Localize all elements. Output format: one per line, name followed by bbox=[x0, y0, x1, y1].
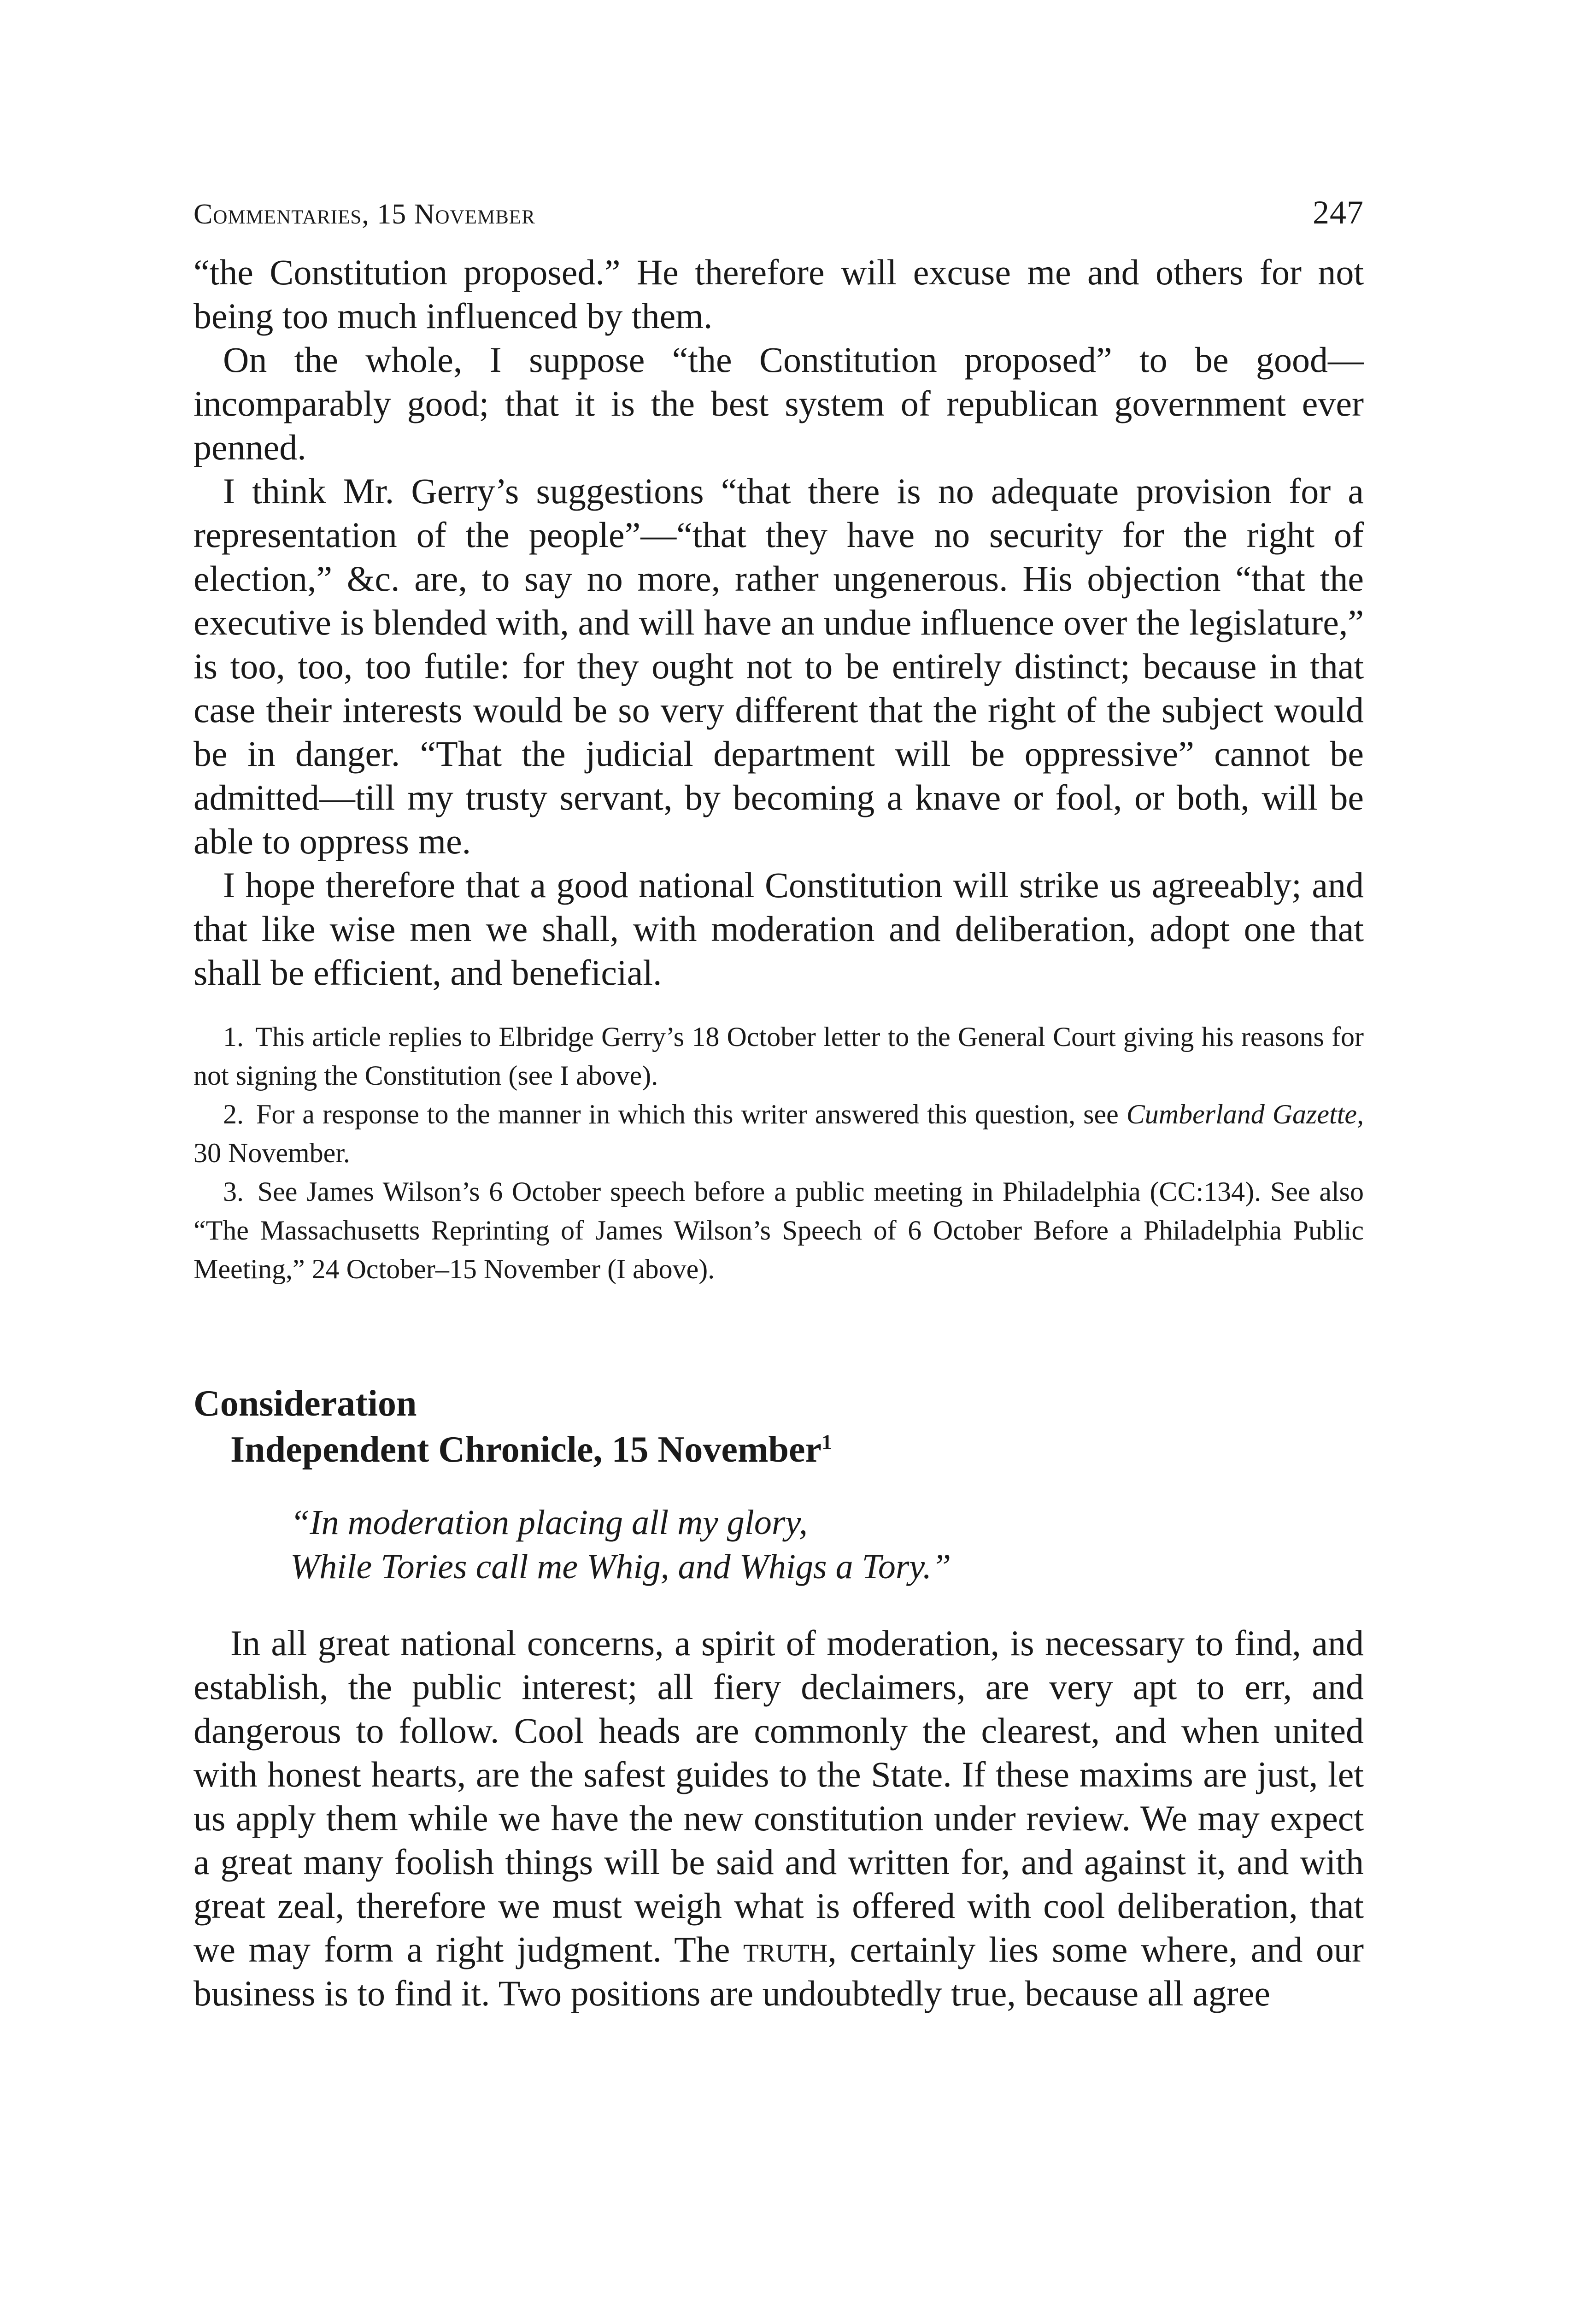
paragraph-1: “the Constitution proposed.” He therefore will excuse me and others for not being too much influenced by them. bbox=[194, 252, 1364, 336]
footnote-2-number: 2. bbox=[223, 1099, 244, 1129]
section-subtitle bbox=[194, 1427, 1364, 1473]
running-head bbox=[194, 194, 1364, 232]
paragraph-4: I hope therefore that a good national Constitution will strike us agreeably; and that like wise men we shall, with moderation and deliberation, adopt one that shall be efficient, and beneficial. bbox=[194, 865, 1364, 993]
page-number: 247 bbox=[1313, 194, 1364, 231]
section-title: Consideration bbox=[194, 1383, 417, 1424]
footnote-3-text: See James Wilson’s 6 October speech before a public meeting in Philadelphia (CC:134). See also “The Massachusetts Reprinting of James Wilson’s Speech of 6 October Before a Philadelphia Public Meeting,” 24 October–15 November (I above). bbox=[194, 1176, 1364, 1284]
epigraph-line-1: “In moderation placing all my glory, bbox=[290, 1503, 808, 1542]
article-paragraph bbox=[194, 1621, 1364, 2015]
footnote-2-text: For a response to the manner in which this writer answered this question, see bbox=[256, 1099, 1119, 1129]
footnote-1 bbox=[194, 1017, 1364, 1095]
epigraph-line-2: While Tories call me Whig, and Whigs a Tory.” bbox=[290, 1547, 951, 1586]
running-head-title: Commentaries, 15 November bbox=[194, 199, 535, 230]
section-subtitle-text: Independent Chronicle, 15 November bbox=[230, 1429, 821, 1470]
footnote-3 bbox=[194, 1172, 1364, 1288]
section-subtitle-note: 1 bbox=[821, 1430, 832, 1454]
page bbox=[194, 194, 1364, 2015]
footnotes bbox=[194, 1017, 1364, 1288]
footnote-2-publication: Cumberland Gazette, bbox=[1126, 1099, 1364, 1129]
footnote-1-number: 1. bbox=[223, 1022, 244, 1052]
article-small-caps: truth, bbox=[743, 1929, 837, 1969]
epigraph bbox=[194, 1500, 1364, 1589]
footnote-2-date: 30 November. bbox=[194, 1138, 350, 1168]
footnote-3-number: 3. bbox=[223, 1176, 244, 1207]
footnote-2 bbox=[194, 1095, 1364, 1172]
article-text-before: In all great national concerns, a spirit of moderation, is necessary to find, and establish, the public interest; all fiery declaimers, are very apt to err, and dangerous to follow. Cool heads are commonly the clearest, and when united with honest hearts, are the safest guides to the State. If these maxims are just, let us apply them while we have the new constitution under review. We may expect a great many foolish things will be said and written for, and against it, and with great zeal, therefore we must weigh what is offered with cool deliberation, that we may form a right judgment. The bbox=[194, 1623, 1364, 1969]
paragraph-2: On the whole, I suppose “the Constitution proposed” to be good—incomparably good; that it is the best system of republican government ever penned. bbox=[194, 340, 1364, 467]
footnote-1-text: This article replies to Elbridge Gerry’s 18 October letter to the General Court giving his reasons for not signing the Constitution (see I above). bbox=[194, 1022, 1364, 1091]
body-text bbox=[194, 250, 1364, 994]
paragraph-3: I think Mr. Gerry’s suggestions “that there is no adequate provision for a representation of the people”—“that they have no security for the right of election,” &c. are, to say no more, rather ungenerous. His objection “that the executive is blended with, and will have an undue influence over the legislature,” is too, too, too futile: for they ought not to be entirely distinct; because in that case their interests would be so very different that the right of the subject would be in danger. “That the judicial department will be oppressive” cannot be admitted—till my trusty servant, by becoming a knave or fool, or both, will be able to oppress me. bbox=[194, 471, 1364, 861]
article-text-after: certainly lies some where, and our business is to find it. Two positions are undoubtedly true, because all agree bbox=[194, 1929, 1364, 2013]
article-body bbox=[194, 1621, 1364, 2015]
